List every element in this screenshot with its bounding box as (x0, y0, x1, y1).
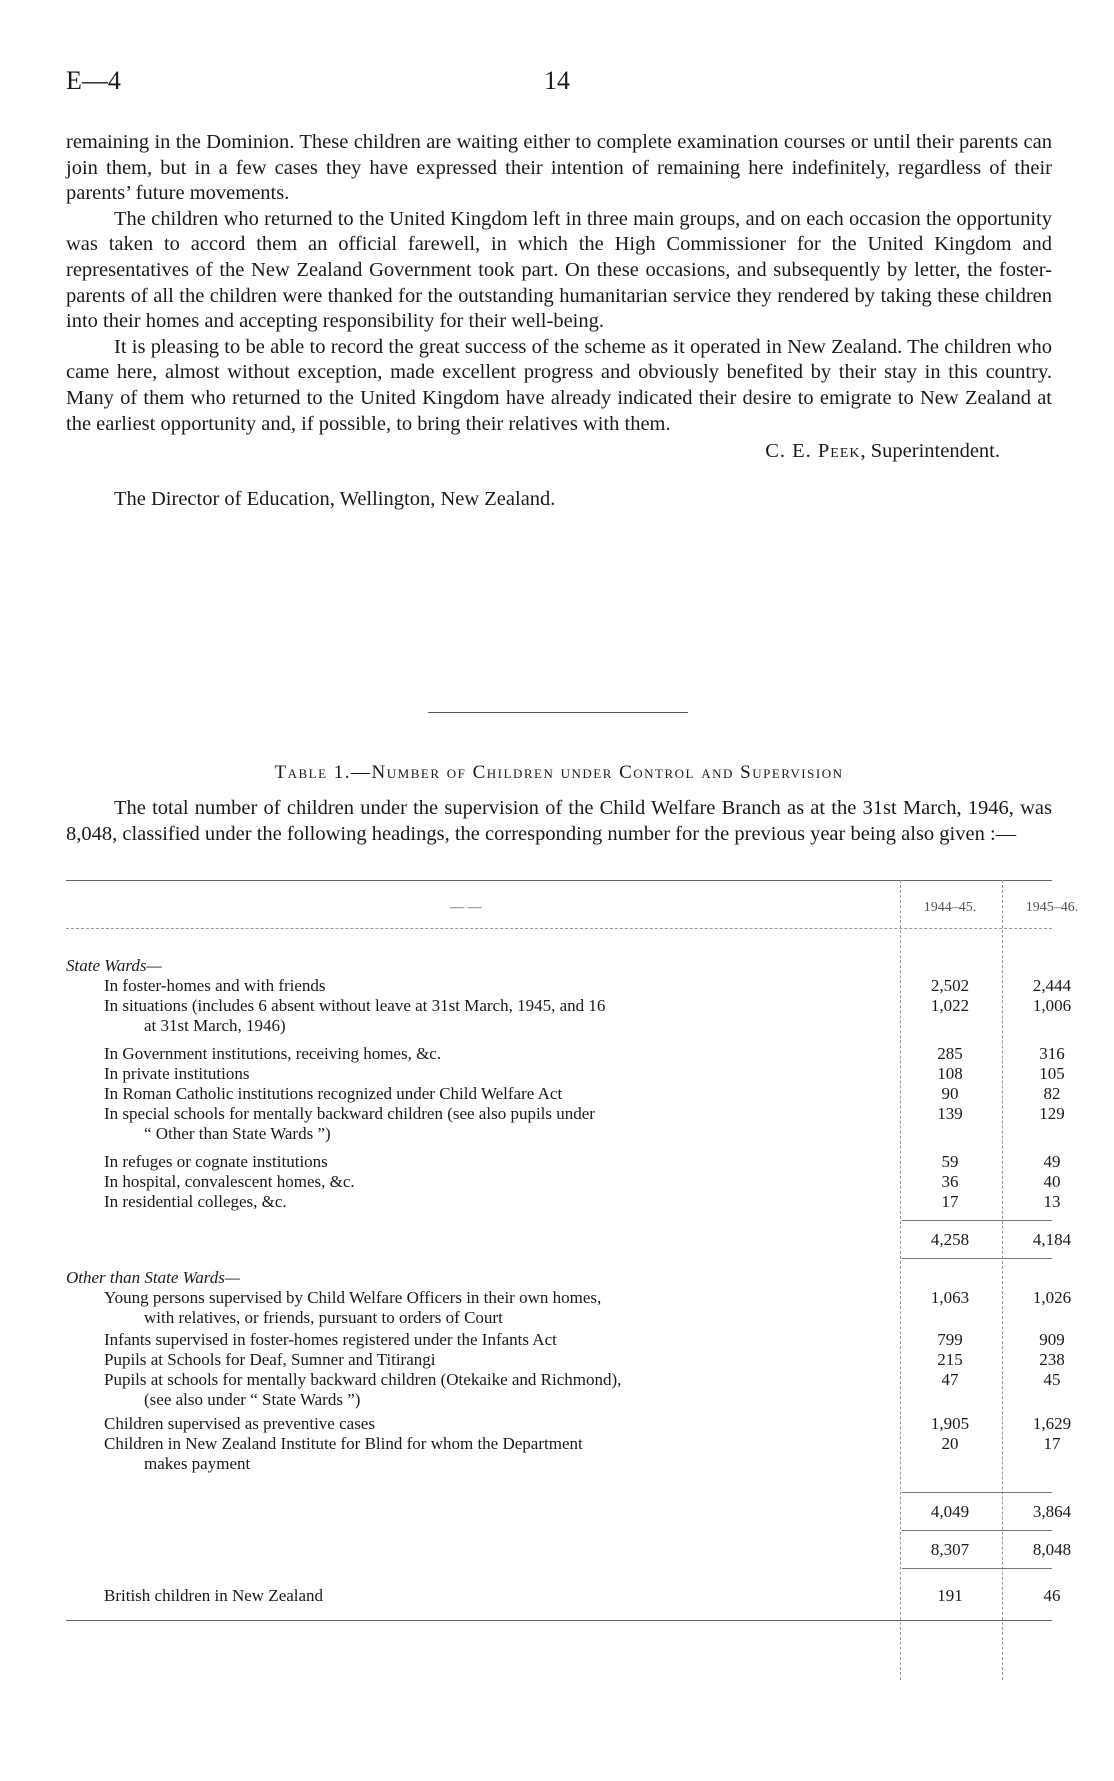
column-header-label: — — (450, 900, 482, 915)
table-intro (66, 796, 1052, 847)
addressee: The Director of Education, Wellington, New Zealand. (114, 487, 556, 510)
section-state-wards: State Wards— (66, 956, 162, 975)
report-reference: E—4 (66, 66, 121, 95)
column-divider-1 (900, 880, 901, 1680)
other-total-1945-46: 3,864 (1032, 1502, 1072, 1521)
report-body (66, 130, 1052, 512)
other-total-1944-45: 4,049 (930, 1502, 970, 1521)
signature-name: C. E. Peek (765, 440, 861, 463)
section-other-than-state-wards: Other than State Wards— (66, 1268, 240, 1287)
paragraph-returned-children: The children who returned to the United Kingdom left in three main groups, and on each occasion the opportunity was taken to accord them an official farewell, in which the High Commissioner for the United Kingdom and representatives of the New Zealand Government took part. On these occasions, and subsequently by letter, the foster-parents of all the children were thanked for the outstanding humanitarian service they rendered by taking these children into their homes and accepting responsibility for their well-being. (66, 207, 1052, 333)
paragraph-continued: remaining in the Dominion. These children are waiting either to complete examination courses or until their parents can join them, but in a few cases they have expressed their intention of remaining here indefinitely, regardless of their parents’ future movements. (66, 131, 1052, 205)
table-intro-text: The total number of children under the supervision of the Child Welfare Branch as at the 31st March, 1946, was 8,048, classified under the following headings, the corresponding number for the previous year being also given :— (66, 797, 1052, 845)
subtotal-rule (902, 1258, 1052, 1259)
document-page: E—4 14 remaining in the Dominion. These children are waiting either to complete examination courses or until their parents can join them, but in a few cases they have expressed their intention of remaining here indefinitely, regardless of their parents’ future movements. The children who returned to the United Kingdom left in three main groups, and on each occasion the opportunity was taken to accord them an official farewell, in which the High Commissioner for the United Kingdom and representatives of the New Zealand Government took part. On these occasions, and subsequently by letter, the foster-parents of all the children were thanked for the outstanding humanitarian service they rendered by taking these children into their homes and accepting responsibility for their well-being. It is pleasing to be able to record the great success of the scheme as it operated in New Zealand. The children who came here, almost without exception, made excellent progress and obviously benefited by their stay in this country. Many of them who returned to the United Kingdom have already indicated their desire to emigrate to New Zealand at the earliest opportunity and, if possible, to bring their relatives with them. C. E. Peek, Superintendent. The Director of Education, Wellington, New Zealand. Table 1.—Number of Children under Control and Supervision The total number of children under the supervision of the Child Welfare Branch as at the 31st March, 1946, was 8,048, classified under the following headings, the corresponding number for the previous year being also given :— — — 1944–45. 1945–46. State Wards— In foster-homes and with friends 2,502 2,444 In situations (includes 6 absent without leave at 31st March, 1945, and 16 at 31st March, 1946) 1,022 1,006 In Government institutions, receiving homes, &c. 285 316 In private institutions 108 105 In Roman Catholic institutions recognized under Child Welfare Act 90 82 In special schools for mentally backward children (see also pupils under “ Other than State Wards ”) 139 129 In refuges or cognate institutions 59 49 In hospital, convalescent homes, &c. 36 40 In residential colleges, &c. 17 13 4,258 4,184 Other than State Wards— Young persons supervised by Child Welfare Officers in their own homes, with relatives, or friends, pursuant to orders of Court 1,063 1,026 Infants supervised in foster-homes registered under the Infants Act 799 909 Pupils at Schools for Deaf, Sumner and Titirangi 215 238 Pupils at schools for mentally backward children (Otekaike and Richmond), (see also under “ State Wards ”) 47 45 Children supervised as preventive cases 1,905 1,629 Children in New Zealand Institute for Blind for whom the Department makes payment 20 17 4,049 3,864 8,307 8,048 British children in New Zealand 191 46 (0, 0, 1114, 1781)
page-header (66, 66, 1048, 106)
grand-total-1945-46: 8,048 (1032, 1540, 1072, 1559)
paragraph-scheme-success: It is pleasing to be able to record the great success of the scheme as it operated in New Zealand. The children who came here, almost without exception, made excellent progress and obviously benefited by their stay in this country. Many of them who returned to the United Kingdom have already indicated their desire to emigrate to New Zealand at the earliest opportunity and, if possible, to bring their relatives with them. (66, 335, 1052, 435)
page-number: 14 (544, 66, 570, 95)
signature-title: , Superintendent. (860, 440, 1000, 463)
column-divider-2 (1002, 880, 1003, 1680)
table-title: Table 1.—Number of Children under Control and Supervision (274, 762, 844, 783)
column-header-1944-45: 1944–45. (923, 900, 977, 915)
table-top-rule (66, 880, 1052, 881)
subtotal-rule (902, 1220, 1052, 1221)
subtotal-rule (902, 1492, 1052, 1493)
subtotal-rule (902, 1530, 1052, 1531)
column-header-1945-46: 1945–46. (1025, 900, 1079, 915)
header-rule (66, 928, 1052, 929)
grand-total-1944-45: 8,307 (930, 1540, 970, 1559)
table-bottom-rule (66, 1620, 1052, 1621)
section-divider (428, 712, 688, 713)
signature (66, 439, 1000, 465)
state-wards-total-1944-45: 4,258 (930, 1230, 970, 1249)
state-wards-total-1945-46: 4,184 (1032, 1230, 1072, 1249)
subtotal-rule (902, 1568, 1052, 1569)
